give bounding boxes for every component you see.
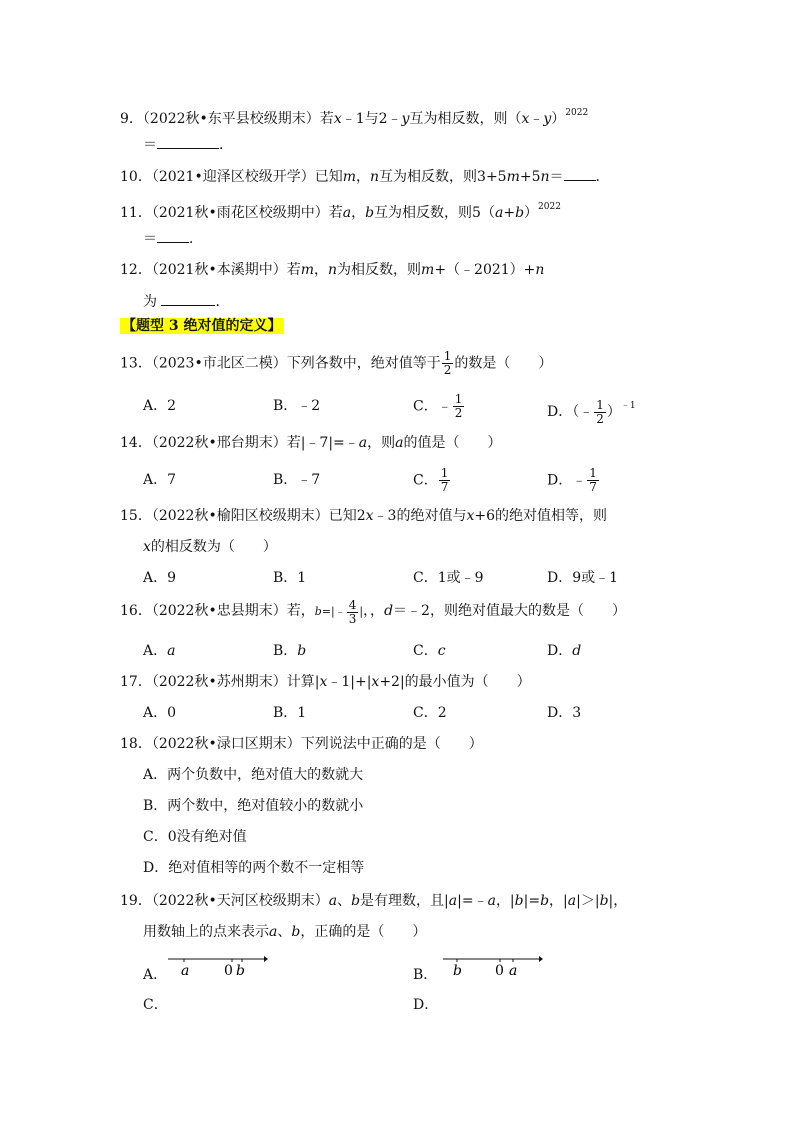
question-13: 13．（2023•市北区二模）下列各数中，绝对值等于 $\frac{1}{2}$ 的数是（ ） (120, 349, 553, 377)
answer-blank[interactable] (564, 166, 596, 181)
question-9: 9．（2022秋•东平县校级期末）若x﹣1与2﹣y互为相反数，则（x﹣y）$^{2022}$ (120, 108, 589, 127)
question-18 (120, 734, 483, 754)
question-15: 15．（2022秋•榆阳区校级期末）已知2x﹣3的绝对值与x+6的绝对值相等，则 (120, 508, 607, 524)
option-d[interactable]: D．9或﹣1 (547, 570, 619, 586)
option-b[interactable]: B．1 (273, 705, 307, 721)
option-d[interactable]: D． (413, 997, 439, 1013)
fraction: $\frac{1}{2}$ (443, 349, 452, 377)
option-b[interactable]: B．﹣2 (273, 398, 321, 414)
option-d[interactable]: D．（﹣ $\frac{1}{2}$ ）$^{﹣1}$ (547, 397, 636, 426)
question-number: 19． (120, 893, 152, 909)
option-d[interactable]: D．3 (547, 705, 582, 721)
question-source: （2022秋•忠县期末）若， (151, 603, 315, 619)
option-c[interactable]: C．0没有绝对值 (143, 829, 247, 845)
option-c[interactable]: C．﹣ $\frac{1}{2}$ (413, 392, 463, 420)
question-number: 15． (120, 508, 152, 524)
question-12: 12．（2021秋•本溪期中）若m，n为相反数，则m+（﹣2021）+n (120, 262, 545, 278)
section-heading (120, 316, 284, 336)
question-source: （2021秋•雨花区校级期中）若 (151, 205, 343, 221)
section-title: 【题型 3 绝对值的定义】 (122, 318, 282, 334)
point-label: a (509, 963, 518, 979)
question-number: 10． (120, 169, 152, 185)
question-source: （2023•市北区二模）下列各数中，绝对值等于 (151, 355, 441, 372)
arrow-head (539, 956, 543, 962)
option-a[interactable]: A．a (143, 643, 176, 659)
question-source: （2022秋•渌口区期末）下列说法中正确的是（ ） (151, 736, 483, 752)
answer-blank[interactable] (157, 228, 189, 243)
question-14: 14．（2022秋•邢台期末）若|﹣7|=﹣a，则a的值是（ ） (120, 435, 502, 451)
question-source: （2022秋•榆阳区校级期末）已知2 (151, 508, 366, 524)
b-definition: b=|﹣ $\frac{4}{3}$ | (314, 597, 364, 626)
option-a[interactable]: A．两个负数中，绝对值大的数就大 (143, 767, 364, 783)
question-source: （2022秋•苏州期末）计算| (151, 674, 320, 690)
option-b[interactable]: B．b (273, 643, 307, 659)
question-15-line-2: x的相反数为（ ） (143, 539, 277, 555)
option-b[interactable]: B． (413, 967, 438, 983)
exponent: 2022 (565, 108, 589, 118)
answer-blank[interactable] (161, 291, 215, 306)
option-d[interactable]: D．绝对值相等的两个数不一定相等 (143, 860, 365, 876)
option-c[interactable]: C．1或﹣9 (413, 570, 484, 586)
question-number: 14． (120, 435, 152, 451)
arrow-head (264, 956, 268, 962)
question-number: 18． (120, 736, 152, 752)
option-a[interactable]: A．7 (143, 472, 177, 488)
fraction: $\frac{1}{7}$ (589, 466, 597, 494)
option-c[interactable]: C．c (413, 643, 446, 659)
option-d[interactable]: D．d (547, 643, 582, 659)
question-number: 17． (120, 674, 152, 690)
option-a[interactable]: A．9 (143, 570, 177, 586)
exponent: 2022 (538, 202, 561, 212)
option-c[interactable]: C．2 (413, 705, 447, 721)
question-11: 11．（2021秋•雨花区校级期中）若a，b互为相反数，则$5(a+b)^{2022}$ (120, 202, 561, 221)
point-label: a (181, 963, 190, 979)
point-label: b (453, 963, 462, 979)
option-c[interactable]: C． $\frac{1}{7}$ (413, 466, 449, 494)
fraction: $\frac{1}{2}$ (596, 397, 604, 426)
option-b[interactable]: B．1 (273, 570, 307, 586)
question-17: 17．（2022秋•苏州期末）计算|x﹣1|+|x+2|的最小值为（ ） (120, 674, 531, 690)
question-source: （2021秋•本溪期中）若 (151, 262, 301, 278)
point-label: b (236, 963, 245, 979)
option-a[interactable]: A．2 (143, 398, 177, 414)
number-line-a (168, 951, 268, 981)
question-11-answer-line: ＝ ． (143, 228, 203, 249)
question-number: 16． (120, 603, 152, 619)
question-number: 13． (120, 355, 152, 372)
question-source: （2021•迎泽区校级开学）已知 (151, 169, 343, 185)
option-b[interactable]: B．两个数中，绝对值较小的数就小 (143, 798, 364, 814)
question-16: 16．（2022秋•忠县期末）若，b=|﹣ $\frac{4}{3}$ |，，d＝﹣2，则绝对值最大的数是（ ） (120, 597, 626, 626)
zero-label: 0 (495, 963, 504, 979)
question-source: （2022秋•邢台期末）若|﹣7|=﹣ (151, 435, 359, 451)
question-number: 9． (120, 111, 143, 127)
option-c[interactable]: C． (143, 997, 168, 1013)
fraction: $\frac{4}{3}$ (348, 597, 357, 626)
zero-label: 0 (224, 963, 233, 979)
question-19: 19．（2022秋•天河区校级期末）a、b是有理数，且|a|=﹣a，|b|=b，|a|＞|b|， (120, 893, 628, 909)
option-d[interactable]: D．﹣ $\frac{1}{7}$ (547, 466, 597, 494)
question-19-line-2: 用数轴上的点来表示a、b，正确的是（ ） (143, 924, 427, 940)
question-12-answer-line: 为 ． (143, 291, 229, 312)
question-source: （2022秋•东平县校级期末）若 (142, 111, 334, 127)
question-number: 12． (120, 262, 152, 278)
answer-blank[interactable] (157, 134, 219, 149)
option-a[interactable]: A．0 (143, 705, 177, 721)
question-10: 10．（2021•迎泽区校级开学）已知m，n互为相反数，则3+5m+5n＝ ． (120, 166, 610, 187)
question-number: 11． (120, 205, 152, 221)
question-9-answer-line: ＝ ． (143, 134, 233, 155)
number-line-b (443, 951, 543, 981)
fraction: $\frac{1}{7}$ (440, 466, 449, 494)
question-source: （2022秋•天河区校级期末） (151, 893, 329, 909)
option-b[interactable]: B．﹣7 (273, 472, 321, 488)
fraction: $\frac{1}{2}$ (454, 392, 463, 420)
option-a[interactable]: A． (143, 967, 168, 983)
